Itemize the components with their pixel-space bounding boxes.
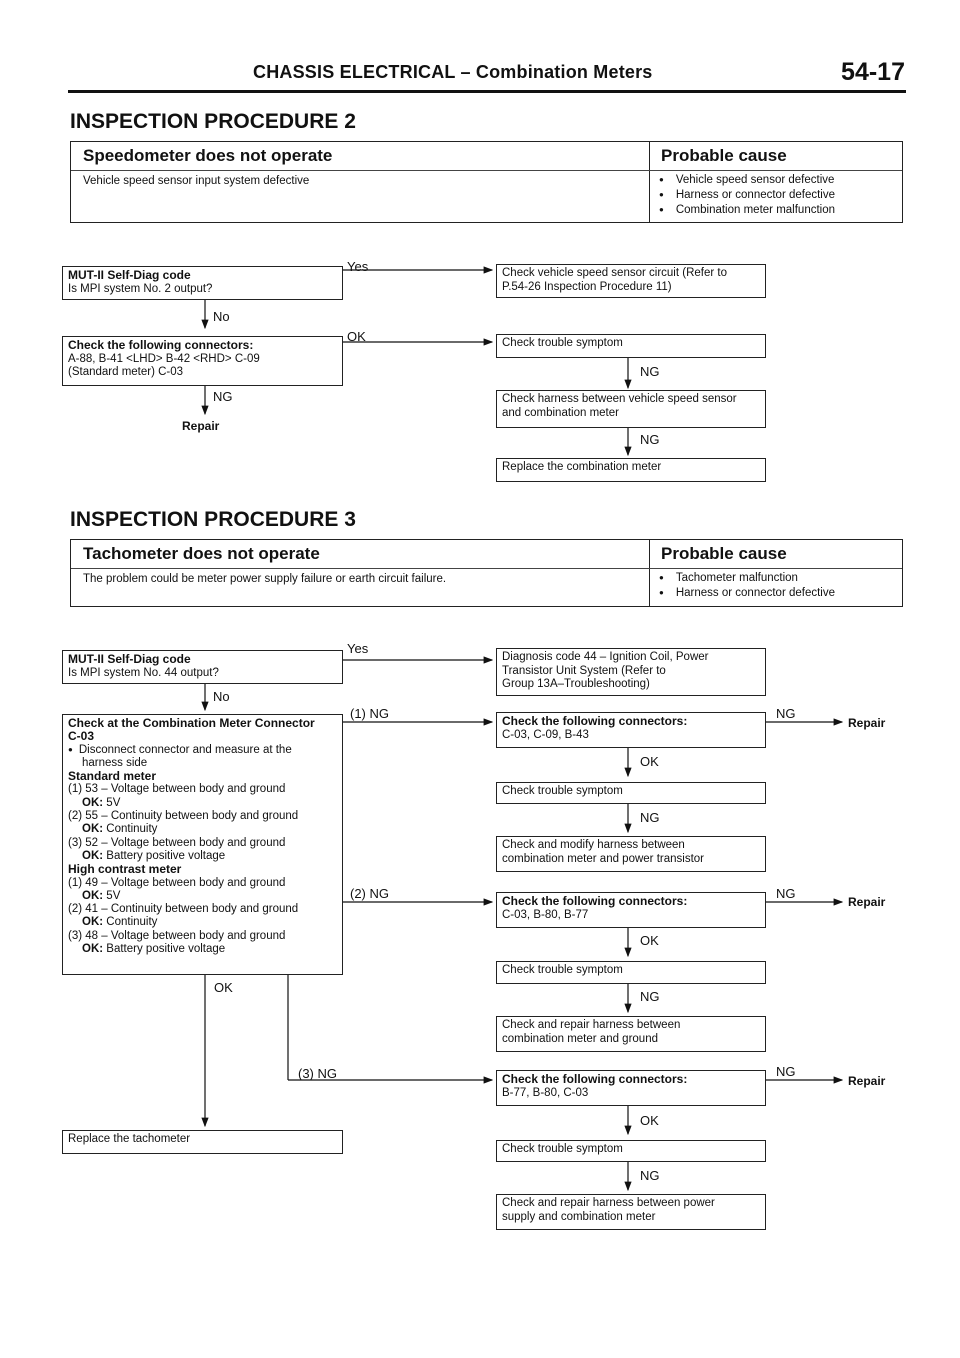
proc3-cause-heading: Probable cause	[661, 544, 787, 563]
p3-standard-meter: Standard meter	[68, 769, 157, 784]
p3-c1-symptom-box	[496, 782, 766, 804]
p2-replace-meter-box	[496, 458, 766, 482]
p3-c2-repair-label: Repair	[848, 895, 886, 909]
ok-value: Continuity	[106, 916, 158, 929]
p3-c1-title: Check the following connectors:	[502, 714, 688, 728]
p2-check-harness-box	[496, 390, 766, 428]
p3-std-step2: (2) 55 – Continuity between body and ground	[68, 810, 299, 823]
p3-c2-repair-line1: Check and repair harness between	[502, 1019, 681, 1031]
p3-meter-connector-box	[62, 714, 343, 975]
ok-key: OK:	[82, 889, 104, 902]
p3-diag-line1: Diagnosis code 44 – Ignition Coil, Power	[502, 651, 709, 663]
page-title: CHASSIS ELECTRICAL – Combination Meters	[253, 62, 653, 82]
p3-std-step3: (3) 52 – Voltage between body and ground	[68, 836, 286, 849]
proc3-cause-table	[70, 539, 903, 607]
p3-mut-question: Is MPI system No. 44 output?	[68, 666, 219, 679]
p3-c3-repair-label: Repair	[848, 1074, 886, 1088]
p3-c3-symptom-box	[496, 1140, 766, 1162]
ok-key: OK:	[82, 943, 104, 956]
p3-c1-text: C-03, C-09, B-43	[502, 728, 589, 741]
p3-ok-label: OK	[214, 980, 233, 995]
p3-connectors2-box	[496, 892, 766, 928]
p3-mut-box	[62, 650, 343, 684]
proc3-cause-list	[659, 571, 835, 601]
proc3-heading: INSPECTION PROCEDURE 3	[70, 508, 356, 531]
p3-c2-symptom-text: Check trouble symptom	[502, 964, 623, 976]
p2-mut-question: Is MPI system No. 2 output?	[68, 282, 213, 295]
p3-c3-symptom-text: Check trouble symptom	[502, 1143, 623, 1155]
p2-connector-title: Check the following connectors:	[68, 338, 254, 352]
p3-c3-repair-line1: Check and repair harness between power	[502, 1197, 715, 1209]
p3-c2-ok-label: OK	[640, 933, 659, 948]
p3-c2-text: C-03, B-80, B-77	[502, 908, 589, 921]
p3-c1-modify-line1: Check and modify harness between	[502, 839, 685, 851]
p3-connectors3-box	[496, 1070, 766, 1106]
p3-replace-tachometer-box	[62, 1130, 343, 1154]
proc2-heading: INSPECTION PROCEDURE 2	[70, 110, 356, 133]
p3-ng3-label: (3) NG	[298, 1066, 337, 1081]
p2-check-speed-circuit-line1: Check vehicle speed sensor circuit (Refer to	[502, 267, 727, 279]
p2-ng-right-label: NG	[640, 364, 660, 379]
p2-trouble-symptom-text: Check trouble symptom	[502, 337, 623, 349]
proc2-cause-heading: Probable cause	[661, 146, 787, 165]
p3-diag-line3: Group 13A–Troubleshooting)	[502, 678, 650, 690]
ok-value: Battery positive voltage	[106, 943, 226, 956]
p3-c1-symptom-text: Check trouble symptom	[502, 785, 623, 797]
cause-item: ● Tachometer malfunction	[659, 571, 835, 586]
p2-ok-label: OK	[347, 329, 366, 344]
p2-ng-left-label: NG	[213, 389, 233, 404]
p3-diag-line2: Transistor Unit System (Refer to	[502, 664, 666, 677]
p2-mut-box	[62, 266, 343, 300]
p3-hc-step1: (1) 49 – Voltage between body and ground	[68, 876, 286, 889]
p3-big-bullet: Disconnect connector and measure at the	[78, 743, 292, 756]
p3-c3-repair-line2: supply and combination meter	[502, 1210, 656, 1223]
p2-connector-box	[62, 336, 343, 386]
p2-check-speed-circuit-box	[496, 264, 766, 298]
ok-value: Continuity	[106, 823, 158, 836]
p3-c1-modify-box	[496, 836, 766, 872]
p3-c2-repair-line2: combination meter and ground	[502, 1032, 658, 1045]
ok-value: Battery positive voltage	[106, 849, 226, 862]
p3-big-bullet-cont: harness side	[82, 756, 148, 769]
p3-c2-ng-label: NG	[776, 886, 796, 901]
ok-key: OK:	[82, 916, 104, 929]
p3-ng2-label: (2) NG	[350, 886, 389, 901]
p3-c1-ok-label: OK	[640, 754, 659, 769]
p3-big-title: Check at the Combination Meter Connector	[68, 716, 315, 730]
p3-c1-ng-label: NG	[776, 706, 796, 721]
p3-diag-code-box	[496, 648, 766, 696]
p2-ng-bottom-label: NG	[640, 432, 660, 447]
p3-c2-title: Check the following connectors:	[502, 894, 688, 908]
ok-key: OK:	[82, 796, 104, 809]
p3-c3-title: Check the following connectors:	[502, 1072, 688, 1086]
p3-c1-ng2-label: NG	[640, 810, 660, 825]
p3-c3-ok-label: OK	[640, 1113, 659, 1128]
p2-connector-line2: (Standard meter) C-03	[68, 366, 184, 378]
p3-c2-repair-box	[496, 1016, 766, 1052]
p3-hc-step3: (3) 48 – Voltage between body and ground	[68, 929, 286, 942]
p3-no-label: No	[213, 689, 230, 704]
p3-c2-symptom-box	[496, 961, 766, 984]
proc2-cause-table	[70, 141, 903, 223]
p2-repair-label: Repair	[182, 419, 220, 433]
cause-item: ● Combination meter malfunction	[659, 203, 835, 218]
p3-ng1-label: (1) NG	[350, 706, 389, 721]
p3-std-step1: (1) 53 – Voltage between body and ground	[68, 783, 286, 796]
proc2-symptom: Speedometer does not operate	[83, 146, 333, 165]
proc2-description: Vehicle speed sensor input system defective	[83, 175, 310, 187]
ok-key: OK:	[82, 849, 104, 862]
p3-c2-ng2-label: NG	[640, 989, 660, 1004]
proc3-symptom: Tachometer does not operate	[83, 544, 320, 563]
p2-check-harness-line2: and combination meter	[502, 406, 619, 419]
p2-trouble-symptom-box	[496, 334, 766, 358]
p3-c1-repair-label: Repair	[848, 716, 886, 730]
p2-replace-meter-text: Replace the combination meter	[502, 461, 662, 473]
cause-item: ● Harness or connector defective	[659, 188, 835, 203]
p3-connectors1-box	[496, 712, 766, 748]
p2-connector-line1: A-88, B-41 <LHD> B-42 <RHD> C-09	[68, 352, 260, 365]
p3-c3-ng-label: NG	[776, 1064, 796, 1079]
p3-hc-step2: (2) 41 – Continuity between body and ground	[68, 903, 299, 916]
p2-check-harness-line1: Check harness between vehicle speed sensor	[502, 393, 737, 405]
ok-key: OK:	[82, 823, 104, 836]
p3-replace-tachometer-text: Replace the tachometer	[68, 1133, 191, 1145]
p3-big-connector: C-03	[68, 729, 95, 744]
ok-value: 5V	[106, 796, 121, 809]
p3-c3-text: B-77, B-80, C-03	[502, 1086, 589, 1099]
p3-high-contrast-meter: High contrast meter	[68, 862, 182, 877]
ok-value: 5V	[106, 889, 121, 902]
p3-c3-repair-box	[496, 1194, 766, 1230]
cause-item: ● Vehicle speed sensor defective	[659, 173, 835, 188]
p3-yes-label: Yes	[347, 641, 369, 656]
p3-mut-title: MUT-II Self-Diag code	[68, 652, 191, 666]
proc2-cause-list	[659, 173, 835, 218]
p2-no-label: No	[213, 309, 230, 324]
p3-c1-modify-line2: combination meter and power transistor	[502, 852, 704, 865]
p2-yes-label: Yes	[347, 259, 369, 274]
cause-item: ● Harness or connector defective	[659, 586, 835, 601]
p2-check-speed-circuit-line2: P.54-26 Inspection Procedure 11)	[502, 280, 672, 293]
page-number: 54-17	[841, 58, 905, 86]
p2-mut-title: MUT-II Self-Diag code	[68, 268, 191, 282]
p3-c3-ng2-label: NG	[640, 1168, 660, 1183]
proc3-description: The problem could be meter power supply failure or earth circuit failure.	[83, 573, 447, 585]
